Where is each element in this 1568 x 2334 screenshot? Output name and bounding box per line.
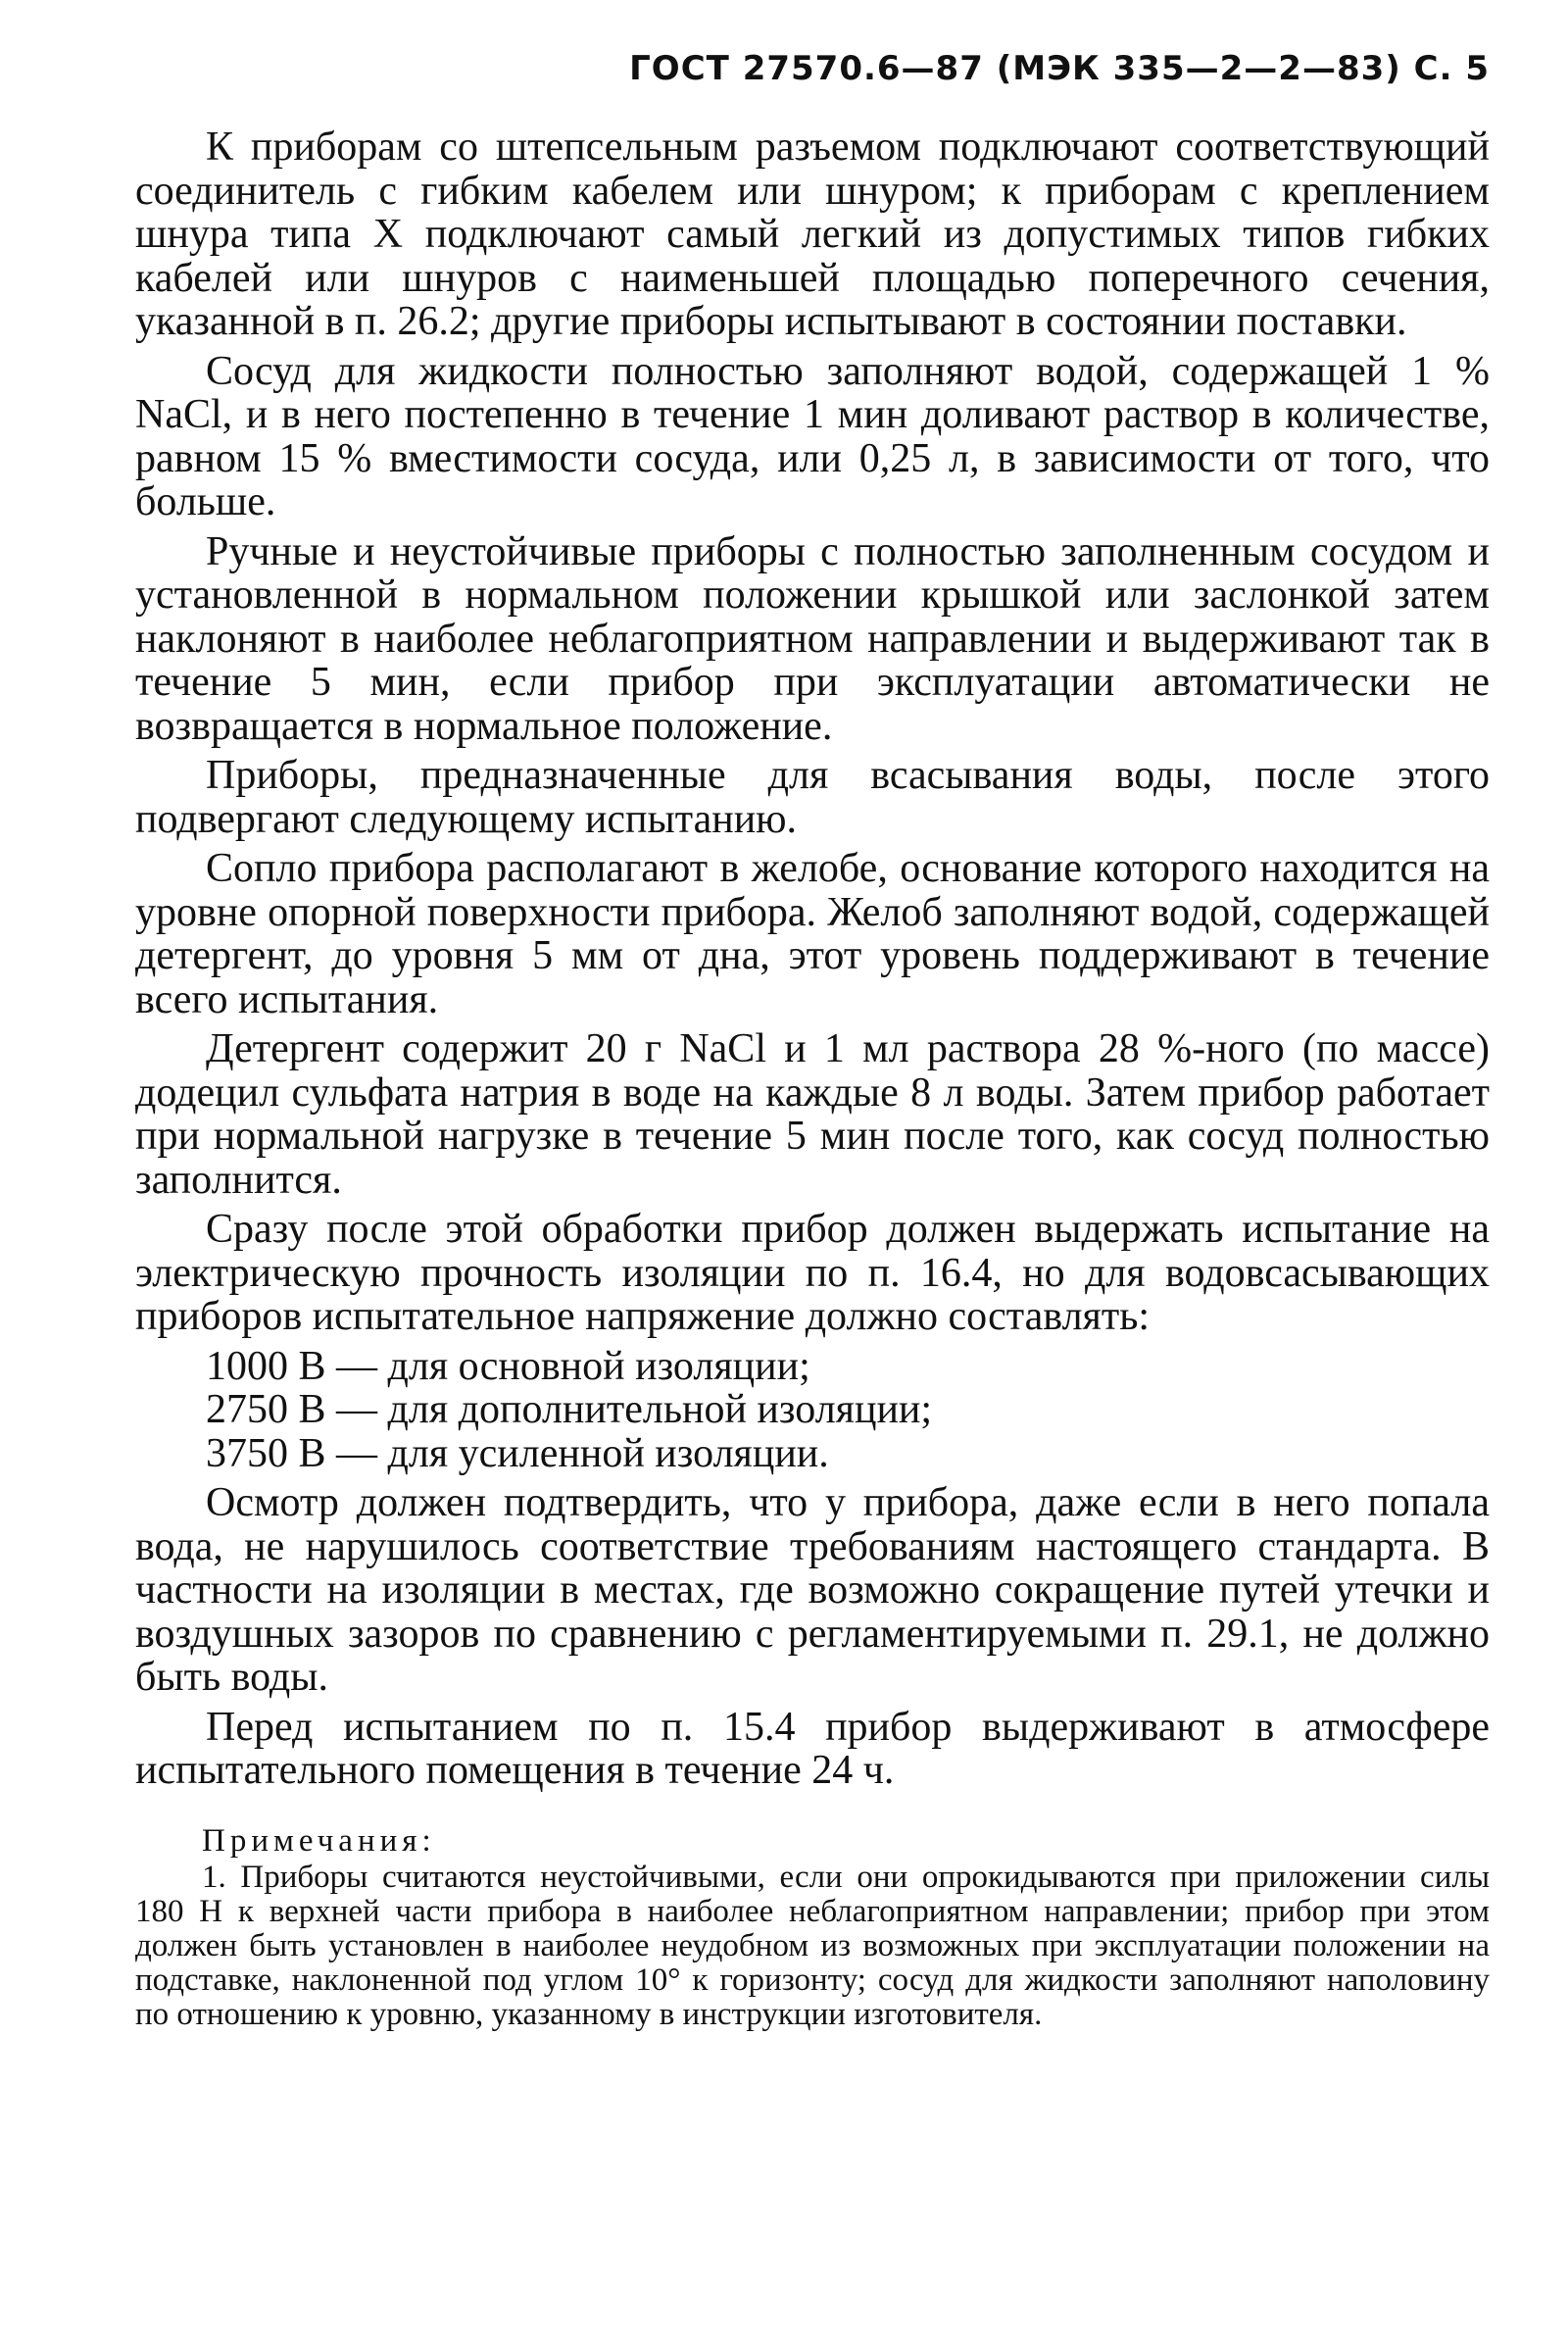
voltage-supplementary-insulation: 2750 В — для дополнительной изоляции;: [206, 1387, 933, 1432]
voltage-basic-insulation: 1000 В — для основной изоляции;: [206, 1343, 810, 1389]
notes-section: [135, 1824, 1490, 2032]
running-header: ГОСТ 27570.6—87 (МЭК 335—2—2—83) С. 5: [629, 49, 1490, 88]
voltage-reinforced-insulation: 3750 В — для усиленной изоляции.: [206, 1430, 829, 1476]
paragraph-detergent: Детергент содержит 20 г NaCl и 1 мл раствора 28 %-ного (по массе) додецил сульфата натрия в воде на каждые 8 л воды. Затем прибор работает при нормальной нагрузке в течение 5 мин после того, как сосуд полностью заполнится.: [135, 1026, 1490, 1203]
paragraph-water-suction: Приборы, предназначенные для всасывания воды, после этого подвергают следующему испытанию.: [135, 753, 1490, 842]
paragraph-inspection: Осмотр должен подтвердить, что у прибора, даже если в него попала вода, не нарушилось соответствие требованиям настоящего стандарта. В частности на изоляции в местах, где возможно сокращение путей утечки и воздушных зазоров по сравнению с регламентируемыми п. 29.1, не должно быть воды.: [135, 1480, 1490, 1700]
notes-title: Примечания:: [202, 1822, 436, 1859]
paragraph-tilt-test: Ручные и неустойчивые приборы с полностью заполненным сосудом и установленной в нормальном положении крышкой или заслонкой затем наклоняют в наиболее неблагоприятном направлении и выдерживают так в течение 5 мин, если прибор при эксплуатации автоматически не возвращается в нормальное положение.: [135, 528, 1490, 749]
paragraph-fill-vessel: Сосуд для жидкости полностью заполняют водой, содержащей 1 % NaCl, и в него постепенно в течение 1 мин доливают раствор в количестве, равном 15 % вместимости сосуда, или 0,25 л, в зависимости от того, что больше.: [135, 348, 1490, 524]
body-text: [135, 125, 1490, 1793]
paragraph-dielectric-test: Сразу после этой обработки прибор должен выдержать испытание на электрическую прочность изоляции по п. 16.4, но для водовсасывающих приборов испытательное напряжение должно составлять:: [135, 1207, 1490, 1339]
paragraph-cable-connection: К приборам со штепсельным разъемом подключают соответствующий соединитель с гибким кабелем или шнуром; к приборам с креплением шнура типа X подключают самый легкий из допустимых типов гибких кабелей или шнуров с наименьшей площадью поперечного сечения, указанной в п. 26.2; другие приборы испытывают в состоянии поставки.: [135, 124, 1490, 344]
note-item: 1. Приборы считаются неустойчивыми, если они опрокидываются при приложении силы 180 Н к верхней части прибора в наиболее неблагоприятном направлении; прибор при этом должен быть установлен в наиболее неудобном из возможных при эксплуатации положении на подставке, наклоненной под углом 10° к горизонту; сосуд для жидкости заполняют наполовину по отношению к уровню, указанному в инструкции изготовителя.: [135, 1859, 1490, 2032]
paragraph-nozzle-trough: Сопло прибора располагают в желобе, основание которого находится на уровне опорной поверхности прибора. Желоб заполняют водой, содержащей детергент, до уровня 5 мм от дна, этот уровень поддерживают в течение всего испытания.: [135, 846, 1490, 1022]
paragraph-conditioning: Перед испытанием по п. 15.4 прибор выдерживают в атмосфере испытательного помещения в течение 24 ч.: [135, 1704, 1490, 1793]
document-page: [135, 49, 1490, 2032]
